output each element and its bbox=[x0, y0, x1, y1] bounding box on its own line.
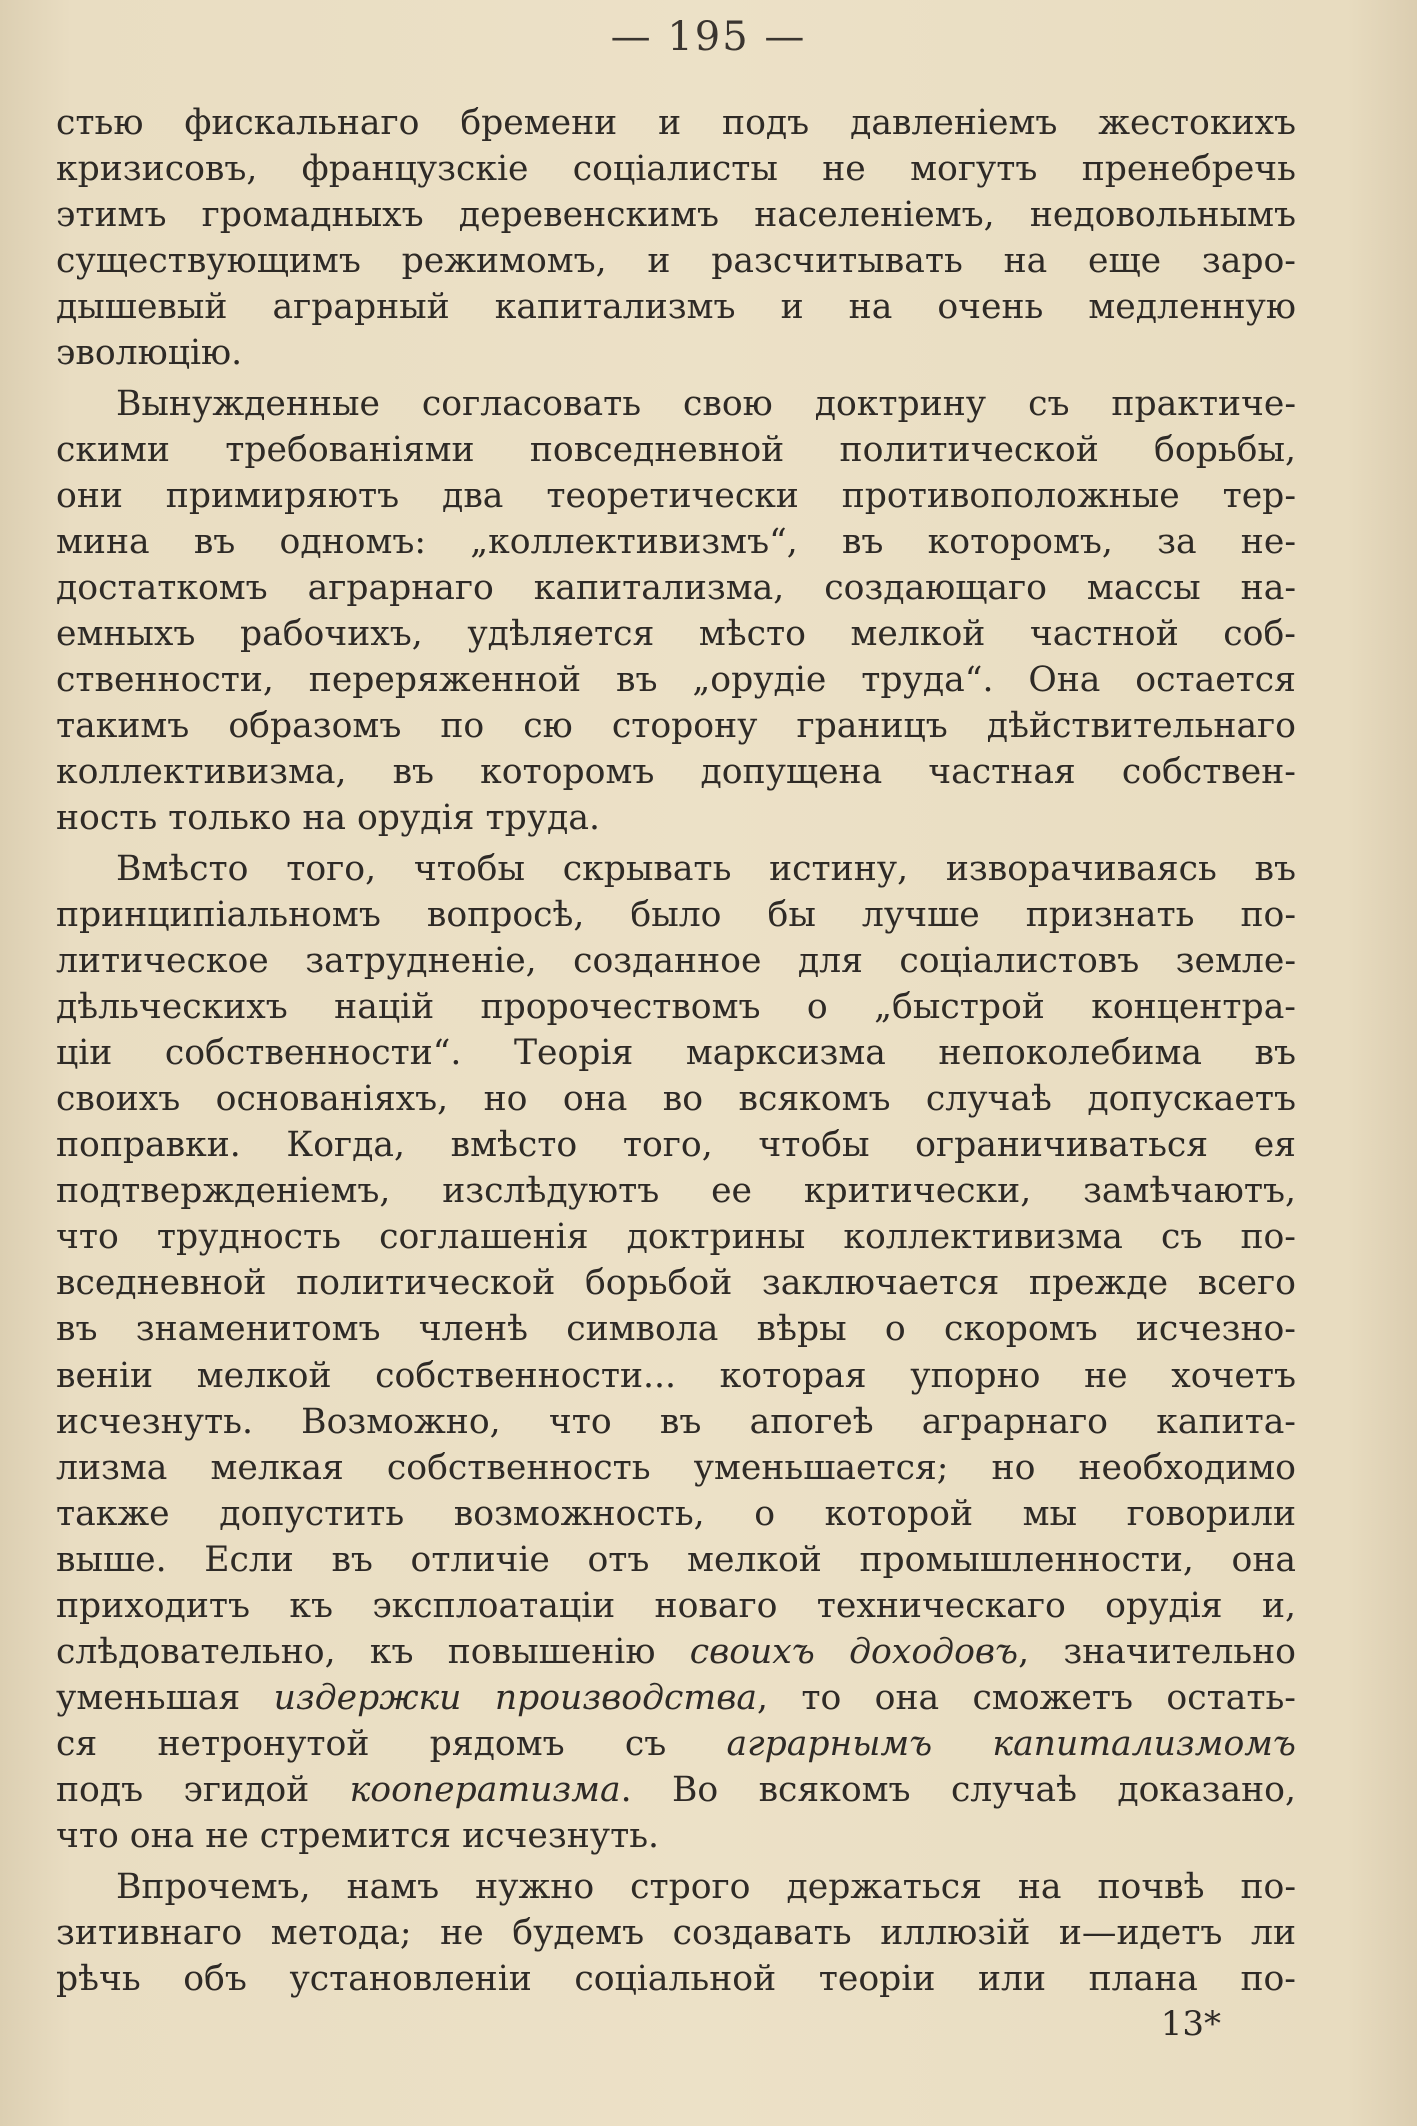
text-line: принципіальномъ вопросѣ, было бы лучше признать по- bbox=[56, 894, 1296, 935]
text-line: дѣльческихъ націй пророчествомъ о „быстрой концентра- bbox=[56, 986, 1296, 1027]
text-line: что трудность соглашенія доктрины коллективизма съ по- bbox=[56, 1217, 1296, 1258]
text-line: приходитъ къ эксплоатаціи новаго техническаго орудія и, bbox=[56, 1586, 1296, 1626]
text-line: емныхъ рабочихъ, удѣляется мѣсто мелкой частной соб- bbox=[56, 614, 1296, 655]
text-segment: , значительно bbox=[1018, 1632, 1296, 1673]
text-segment: , то она сможетъ остать- bbox=[756, 1678, 1296, 1719]
text-line: мина въ одномъ: „коллективизмъ“, въ которомъ, за не- bbox=[56, 521, 1296, 562]
text-line: такимъ образомъ по сю сторону границъ дѣйствительнаго bbox=[56, 706, 1296, 747]
text-line: дышевый аграрный капитализмъ и на очень медленную bbox=[56, 287, 1296, 328]
text-line: рѣчь объ установленіи соціальной теоріи или плана по- bbox=[56, 1958, 1296, 1999]
text-segment: . Во всякомъ случаѣ доказано, bbox=[620, 1770, 1296, 1811]
text-line: ственности, переряженной въ „орудіе труда“. Она остается bbox=[56, 660, 1296, 701]
page-number: — 195 — bbox=[610, 14, 807, 60]
text-line-with-italic bbox=[56, 1721, 1296, 1767]
text-segment: подъ эгидой bbox=[56, 1770, 350, 1811]
italic-phrase: своихъ доходовъ bbox=[689, 1632, 1019, 1673]
text-line: существующимъ режимомъ, и разсчитывать на еще заро- bbox=[56, 241, 1296, 282]
text-line: коллективизма, въ которомъ допущена частная собствен- bbox=[56, 752, 1296, 793]
italic-phrase: кооператизма bbox=[349, 1770, 621, 1811]
text-line: въ знаменитомъ членѣ символа вѣры о скоромъ исчезно- bbox=[56, 1309, 1296, 1350]
text-segment: ся нетронутой рядомъ съ bbox=[56, 1724, 727, 1765]
text-line: достаткомъ аграрнаго капитализма, создающаго массы на- bbox=[56, 567, 1296, 608]
text-line: веніи мелкой собственности... которая упорно не хочетъ bbox=[56, 1355, 1296, 1396]
text-line: Впрочемъ, намъ нужно строго держаться на почвѣ по- bbox=[116, 1866, 1296, 1907]
paragraph-4 bbox=[56, 1864, 1296, 2002]
text-line: ціи собственности“. Теорія марксизма непоколебима въ bbox=[56, 1032, 1296, 1073]
text-line: стью фискальнаго бремени и подъ давленіемъ жестокихъ bbox=[56, 103, 1296, 143]
signature-mark: 13* bbox=[1160, 2004, 1221, 2044]
text-line: также допустить возможность, о которой мы говорили bbox=[56, 1493, 1296, 1534]
text-line: этимъ громадныхъ деревенскимъ населеніемъ, недовольнымъ bbox=[56, 195, 1296, 236]
text-line: лизма мелкая собственность уменьшается; но необходимо bbox=[56, 1447, 1296, 1488]
text-line: своихъ основаніяхъ, но она во всякомъ случаѣ допускаетъ bbox=[56, 1078, 1296, 1119]
text-line: вседневной политической борьбой заключается прежде всего bbox=[56, 1263, 1296, 1304]
text-segment: уменьшая bbox=[56, 1678, 274, 1719]
italic-phrase: аграрнымъ капитализмомъ bbox=[726, 1724, 1296, 1765]
paragraph-1 bbox=[56, 100, 1296, 377]
text-line-with-italic bbox=[56, 1767, 1296, 1813]
paragraph-3 bbox=[56, 846, 1296, 1860]
paragraph-2 bbox=[56, 381, 1296, 842]
text-line: скими требованіями повседневной политической борьбы, bbox=[56, 429, 1296, 470]
text-line: поправки. Когда, вмѣсто того, чтобы ограничиваться ея bbox=[56, 1125, 1296, 1166]
text-line: они примиряютъ два теоретически противоположные тер- bbox=[56, 475, 1296, 516]
text-line: Вынужденные согласовать свою доктрину съ практиче- bbox=[116, 383, 1296, 424]
text-line: выше. Если въ отличіе отъ мелкой промышленности, она bbox=[56, 1539, 1296, 1580]
text-segment: слѣдовательно, къ повышенію bbox=[56, 1632, 690, 1673]
text-line: эволюцію. bbox=[56, 333, 243, 374]
text-line: подтвержденіемъ, изслѣдуютъ ее критически, замѣчаютъ, bbox=[56, 1171, 1296, 1212]
text-line: ность только на орудія труда. bbox=[56, 798, 600, 839]
text-line-with-italic bbox=[56, 1629, 1296, 1675]
text-line: литическое затрудненіе, созданное для соціалистовъ земле- bbox=[56, 940, 1296, 981]
text-line: что она не стремится исчезнуть. bbox=[56, 1816, 660, 1857]
text-line: Вмѣсто того, чтобы скрывать истину, изворачиваясь въ bbox=[116, 848, 1296, 889]
text-line: исчезнуть. Возможно, что въ апогеѣ аграрнаго капита- bbox=[56, 1401, 1296, 1442]
text-line: зитивнаго метода; не будемъ создавать иллюзій и—идетъ ли bbox=[56, 1912, 1296, 1953]
body-text bbox=[56, 100, 1296, 2002]
text-line-with-italic bbox=[56, 1675, 1296, 1721]
text-line: кризисовъ, французскіе соціалисты не могутъ пренебречь bbox=[56, 149, 1296, 190]
italic-phrase: издержки производства bbox=[273, 1678, 757, 1719]
